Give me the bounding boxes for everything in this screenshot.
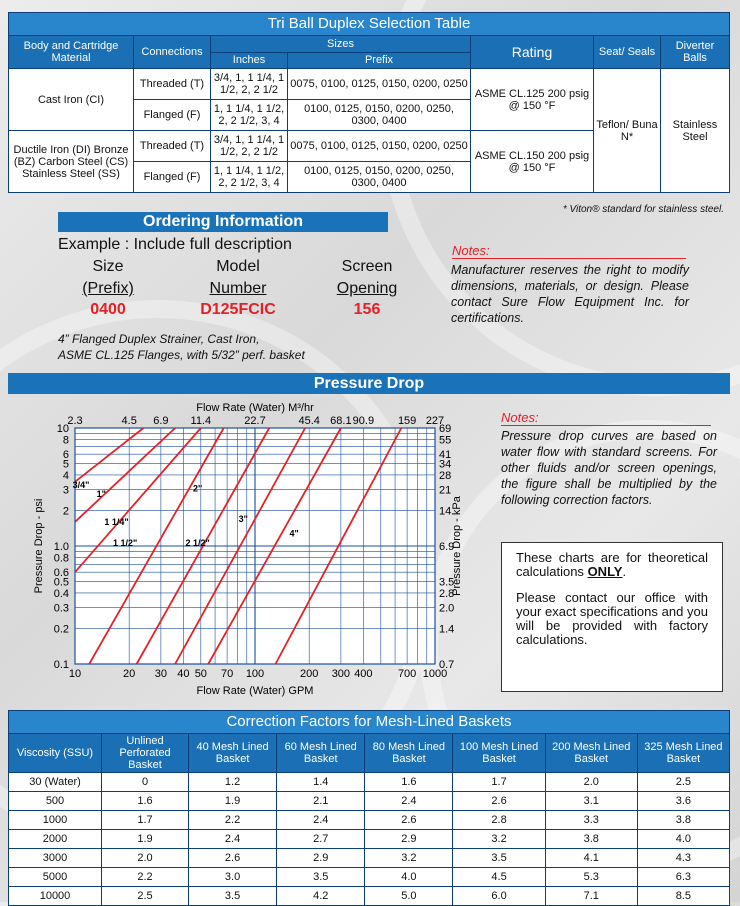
correction-cell: 2.9 <box>365 830 453 849</box>
selection-table-title: Tri Ball Duplex Selection Table <box>9 13 730 36</box>
material-cast-iron: Cast Iron (CI) <box>9 69 134 131</box>
correction-row <box>9 811 730 830</box>
correction-row <box>9 830 730 849</box>
chart-x-tick-label: 10 <box>68 668 82 680</box>
correction-cell: 2.4 <box>189 830 277 849</box>
correction-cell: 3.8 <box>545 830 637 849</box>
chart-y-tick-label: 0.5 <box>53 576 69 589</box>
chart-y2-tick-label: 2.0 <box>439 602 455 615</box>
chart-series-label: 3" <box>238 513 248 524</box>
chart-series-label: 1 1/2" <box>113 538 138 548</box>
header-diverter-balls: Diverter Balls <box>661 36 730 69</box>
ordering-col-top: Model <box>216 258 260 275</box>
chart-series-label: 3/4" <box>72 480 90 491</box>
ordering-col-sub: Number <box>209 280 267 297</box>
chart-x2-tick-label: 4.5 <box>121 415 137 427</box>
chart-y2-tick-label: 6.9 <box>439 541 455 553</box>
ordering-col-value: 0400 <box>90 301 126 318</box>
correction-cell: 1000 <box>9 811 102 830</box>
correction-cell: 2.4 <box>365 792 453 811</box>
chart-x-tick-label: 200 <box>300 668 319 680</box>
pressure-drop-chart <box>20 398 500 698</box>
correction-cell: 1.6 <box>365 773 453 792</box>
correction-cell: 1.2 <box>189 773 277 792</box>
chart-x-axis-label: Flow Rate (Water) GPM <box>196 685 314 697</box>
chart-y2-tick-label: 0.7 <box>439 659 455 671</box>
ordering-col-sub: Opening <box>336 280 398 297</box>
rating-cl150: ASME CL.150 200 psig @ 150 °F <box>471 131 594 193</box>
correction-cell: 2.6 <box>189 849 277 868</box>
chart-y2-tick-label: 3.5 <box>439 576 455 589</box>
chart-y2-tick-label: 14 <box>439 505 452 518</box>
ordering-col-value: D125FCIC <box>200 301 276 318</box>
correction-cell: 2000 <box>9 830 102 849</box>
ordering-description-2: ASME CL.125 Flanges, with 5/32” perf. basket <box>58 348 305 362</box>
correction-cell: 5.3 <box>545 868 637 887</box>
correction-cell: 3.1 <box>545 792 637 811</box>
prefix-cell: 0100, 0125, 0150, 0200, 0250, 0300, 0400 <box>288 100 471 131</box>
chart-x-tick-label: 40 <box>177 668 190 680</box>
inches-cell: 3/4, 1, 1 1/4, 1 1/2, 2, 2 1/2 <box>211 131 288 162</box>
chart-x2-tick-label: 6.9 <box>153 415 169 427</box>
chart-y-axis-label: Pressure Drop - psi <box>33 498 45 594</box>
correction-cell: 4.0 <box>365 868 453 887</box>
correction-cell: 2.4 <box>277 811 365 830</box>
chart-x2-tick-label: 2.3 <box>67 415 83 427</box>
correction-cell: 1.9 <box>189 792 277 811</box>
correction-factors-table <box>8 710 730 906</box>
inches-cell: 3/4, 1, 1 1/4, 1 1/2, 2, 2 1/2 <box>211 69 288 100</box>
correction-cell: 500 <box>9 792 102 811</box>
header-prefix: Prefix <box>288 52 471 69</box>
chart-y2-axis-label: Pressure Drop - kPa <box>451 496 463 596</box>
selection-table <box>8 12 730 193</box>
connection-type: Flanged (F) <box>134 162 211 193</box>
chart-y-tick-label: 10 <box>56 423 69 435</box>
header-sizes: Sizes <box>211 36 471 53</box>
connection-type: Threaded (T) <box>134 131 211 162</box>
connection-type: Threaded (T) <box>134 69 211 100</box>
chart-series-label: 2" <box>192 483 203 494</box>
correction-cell: 3.5 <box>453 849 545 868</box>
correction-row <box>9 792 730 811</box>
chart-y-tick-label: 3 <box>62 484 69 497</box>
correction-cell: 6.3 <box>637 868 729 887</box>
chart-y-tick-label: 0.4 <box>53 587 69 600</box>
chart-y-tick-label: 0.3 <box>53 602 69 615</box>
prefix-cell: 0100, 0125, 0150, 0200, 0250, 0300, 0400 <box>288 162 471 193</box>
correction-cell: 2.6 <box>365 811 453 830</box>
correction-cell: 2.2 <box>189 811 277 830</box>
ordering-col-top: Size <box>92 258 124 275</box>
inches-cell: 1, 1 1/4, 1 1/2, 2, 2 1/2, 3, 4 <box>211 100 288 131</box>
correction-header: 325 Mesh Lined Basket <box>637 734 729 773</box>
ordering-col-value: 156 <box>353 301 381 318</box>
connection-type: Flanged (F) <box>134 100 211 131</box>
correction-cell: 4.1 <box>545 849 637 868</box>
correction-cell: 0 <box>102 773 189 792</box>
correction-cell: 2.9 <box>277 849 365 868</box>
chart-x2-tick-label: 68.1 <box>330 415 352 427</box>
seat-seals-value: Teflon/ Buna N* <box>594 69 661 193</box>
diverter-balls-value: Stainless Steel <box>661 69 730 193</box>
correction-row <box>9 887 730 906</box>
correction-cell: 2.2 <box>102 868 189 887</box>
chart-x2-tick-label: 45.4 <box>298 415 320 427</box>
correction-header: Viscosity (SSU) <box>9 734 102 773</box>
material-ductile-iron: Ductile Iron (DI) Bronze (BZ) Carbon Steel (CS) Stainless Steel (SS) <box>9 131 134 193</box>
chart-x-tick-label: 20 <box>123 668 136 680</box>
correction-cell: 3.5 <box>277 868 365 887</box>
rating-cl125: ASME CL.125 200 psig @ 150 °F <box>471 69 594 131</box>
chart-y2-tick-label: 41 <box>439 449 452 462</box>
chart-y-tick-label: 1.0 <box>53 541 69 553</box>
correction-header: Unlined Perforated Basket <box>102 734 189 773</box>
chart-x2-tick-label: 90.9 <box>352 415 375 427</box>
chart-y-tick-label: 4 <box>62 469 69 482</box>
chart-x-tick-label: 50 <box>194 668 207 680</box>
correction-cell: 30 (Water) <box>9 773 102 792</box>
correction-cell: 5.0 <box>365 887 453 906</box>
chart-x2-tick-label: 22.7 <box>244 415 266 427</box>
correction-cell: 1.7 <box>453 773 545 792</box>
chart-series-label: 1" <box>96 489 106 500</box>
chart-series-label: 1 1/4" <box>104 517 129 528</box>
theoretical-calc-text-a: These charts are for theoretical calculations <box>516 550 708 579</box>
theoretical-calc-text <box>516 551 708 579</box>
pressure-notes-title: Notes: <box>501 410 711 426</box>
chart-x-tick-label: 1000 <box>422 668 448 680</box>
chart-series-label: 4" <box>289 528 299 539</box>
correction-cell: 4.0 <box>637 830 729 849</box>
correction-cell: 1.9 <box>102 830 189 849</box>
correction-cell: 2.5 <box>637 773 729 792</box>
correction-cell: 1.7 <box>102 811 189 830</box>
chart-y2-tick-label: 69 <box>439 423 452 435</box>
chart-y-tick-label: 5 <box>62 458 69 471</box>
header-body-material: Body and Cartridge Material <box>9 36 134 69</box>
chart-series-label: 2 1/2" <box>185 538 210 548</box>
chart-y2-tick-label: 21 <box>439 484 452 497</box>
correction-header: 100 Mesh Lined Basket <box>453 734 545 773</box>
correction-cell: 3.0 <box>189 868 277 887</box>
correction-cell: 2.8 <box>453 811 545 830</box>
correction-row <box>9 868 730 887</box>
chart-y-tick-label: 2 <box>62 505 69 518</box>
header-inches: Inches <box>211 52 288 69</box>
correction-header: 60 Mesh Lined Basket <box>277 734 365 773</box>
manufacturer-notes: Manufacturer reserves the right to modify dimensions, materials, or design. Please contact Sure Flow Equipment Inc. for certifications. <box>451 263 689 325</box>
correction-cell: 2.0 <box>545 773 637 792</box>
notes-title: Notes: <box>452 243 686 259</box>
correction-cell: 4.2 <box>277 887 365 906</box>
correction-cell: 5000 <box>9 868 102 887</box>
correction-table-title: Correction Factors for Mesh-Lined Baskets <box>9 711 730 734</box>
contact-office-text: Please contact our office with your exact specifications and you will be provided with factory calculations. <box>516 590 708 647</box>
chart-y-tick-label: 0.1 <box>53 659 69 671</box>
chart-y-tick-label: 0.6 <box>53 567 69 580</box>
theoretical-calc-box <box>501 542 723 692</box>
correction-row <box>9 849 730 868</box>
chart-x-tick-label: 300 <box>331 668 351 680</box>
correction-cell: 2.1 <box>277 792 365 811</box>
ordering-description-1: 4” Flanged Duplex Strainer, Cast Iron, <box>58 332 260 346</box>
correction-cell: 8.5 <box>637 887 729 906</box>
ordering-col-top: Screen <box>341 258 393 275</box>
correction-cell: 3.2 <box>453 830 545 849</box>
correction-cell: 3.6 <box>637 792 729 811</box>
ordering-info-banner: Ordering Information <box>58 212 388 232</box>
chart-y-tick-label: 0.8 <box>53 552 69 565</box>
correction-cell: 1.4 <box>277 773 365 792</box>
chart-x2-tick-label: 11.4 <box>190 415 212 427</box>
chart-x-tick-label: 700 <box>397 668 417 680</box>
correction-cell: 1.6 <box>102 792 189 811</box>
header-rating: Rating <box>471 36 594 69</box>
correction-header: 200 Mesh Lined Basket <box>545 734 637 773</box>
chart-y-tick-label: 8 <box>62 434 69 447</box>
correction-cell: 3.5 <box>189 887 277 906</box>
chart-x-tick-label: 70 <box>220 668 234 680</box>
correction-cell: 4.3 <box>637 849 729 868</box>
pressure-notes-text: Pressure drop curves are based on water flow with standard screens. For other fluids and/or screen openings, the figure shall be multiplied by the following correction factors. <box>501 429 717 507</box>
chart-x2-axis-label: Flow Rate (Water) M³/hr <box>196 402 314 414</box>
chart-y2-tick-label: 34 <box>439 458 452 471</box>
correction-cell: 4.5 <box>453 868 545 887</box>
pressure-drop-banner: Pressure Drop <box>8 373 730 394</box>
chart-y-tick-label: 6 <box>62 449 69 462</box>
correction-cell: 7.1 <box>545 887 637 906</box>
prefix-cell: 0075, 0100, 0125, 0150, 0200, 0250 <box>288 131 471 162</box>
chart-x-tick-label: 100 <box>245 668 265 680</box>
correction-cell: 3.2 <box>365 849 453 868</box>
viton-footnote: * Viton® standard for stainless steel. <box>562 204 724 215</box>
chart-y2-tick-label: 2.8 <box>439 587 455 600</box>
ordering-col-sub: (Prefix) <box>82 280 134 297</box>
correction-cell: 2.7 <box>277 830 365 849</box>
correction-cell: 10000 <box>9 887 102 906</box>
correction-header: 40 Mesh Lined Basket <box>189 734 277 773</box>
header-seat-seals: Seat/ Seals <box>594 36 661 69</box>
chart-x-tick-label: 400 <box>354 668 373 680</box>
correction-header: 80 Mesh Lined Basket <box>365 734 453 773</box>
correction-cell: 3000 <box>9 849 102 868</box>
correction-cell: 3.3 <box>545 811 637 830</box>
correction-row <box>9 773 730 792</box>
header-connections: Connections <box>134 36 211 69</box>
only-emphasis: ONLY <box>587 564 623 579</box>
correction-cell: 2.0 <box>102 849 189 868</box>
chart-x2-tick-label: 159 <box>397 415 417 427</box>
chart-y2-tick-label: 55 <box>439 434 452 447</box>
correction-cell: 2.5 <box>102 887 189 906</box>
correction-cell: 3.8 <box>637 811 729 830</box>
correction-cell: 6.0 <box>453 887 545 906</box>
inches-cell: 1, 1 1/4, 1 1/2, 2, 2 1/2, 3, 4 <box>211 162 288 193</box>
chart-x2-tick-label: 227 <box>425 415 445 427</box>
ordering-example-text: Example : Include full description <box>58 236 292 253</box>
chart-y2-tick-label: 28 <box>439 469 452 482</box>
correction-cell: 2.6 <box>453 792 545 811</box>
chart-y2-tick-label: 1.4 <box>439 623 455 636</box>
chart-y-tick-label: 0.2 <box>53 623 69 636</box>
chart-x-tick-label: 30 <box>154 668 168 680</box>
theoretical-calc-text-c: . <box>622 564 627 579</box>
prefix-cell: 0075, 0100, 0125, 0150, 0200, 0250 <box>288 69 471 100</box>
